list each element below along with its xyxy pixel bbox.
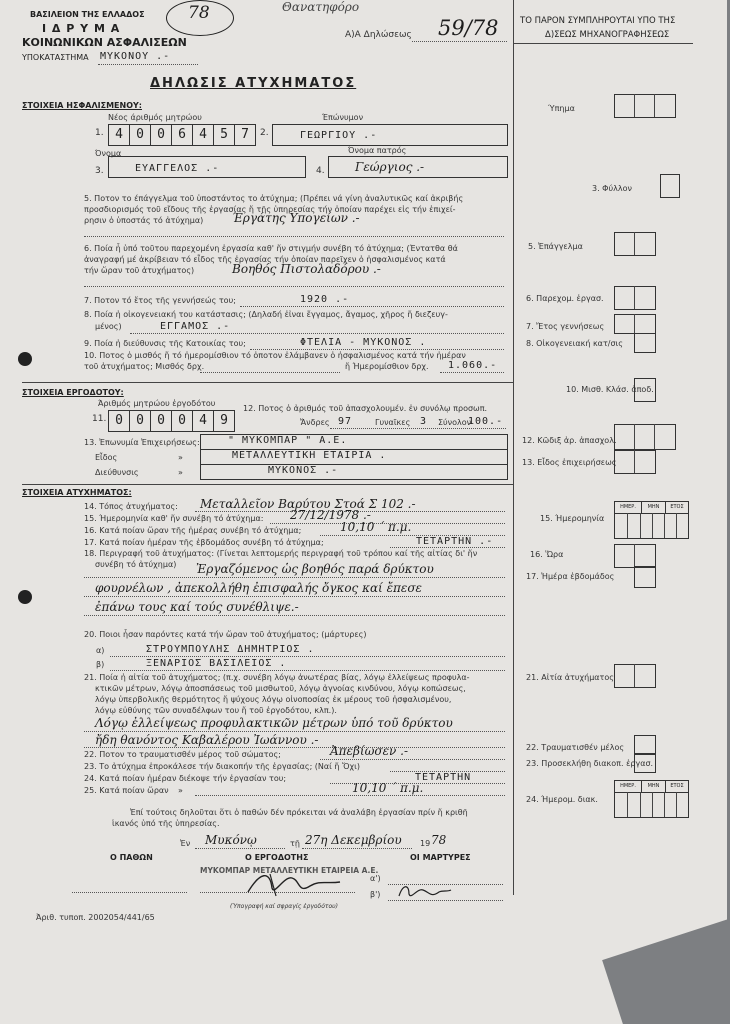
company-name-value: " ΜΥΚΟΜΠΑΡ " Α.Ε. <box>228 435 348 446</box>
f21-label-line1: 21. Ποία ἡ αἰτία τοῦ ἀτυχήματος; (π.χ. συνέβη λόγῳ ἀνωτέρας βίας, λόγῳ ἐλλείψεως προφυλα- <box>84 673 470 682</box>
f15-label: 15. Ήμερομηνία καθ' ἥν συνέβη τό ἀτύχημα: <box>84 514 264 523</box>
declaration-line1: Ἐπί τούτοις δηλοῦται ὅτι ὁ παθών δέν πρόκειται νά ἀναλάβη ἐργασίαν πρίν ἤ κριθῆ <box>130 808 468 817</box>
f21-cause-1: Λόγῳ ἐλλείψεως προφυλακτικῶν μέτρων ὑπό τοῦ δρύκτου <box>95 716 453 730</box>
digit-cell: 4 <box>192 124 214 146</box>
place-prefix: Ἐν <box>180 839 191 848</box>
witness-b-sign-label: β') <box>370 890 381 899</box>
sidebar-s7: 7. Ἔτος γεννήσεως <box>526 322 605 331</box>
f24-weekday-value: ΤΕΤΑΡΤΗΝ <box>415 772 472 783</box>
digit-cell: 0 <box>150 410 172 432</box>
f5-label-line1: 5. Ποτον το έπάγγελμα τοῦ ὑποστάντος το ἀτύχημα; (Πρέπει νά γίνη ἀναλυτικῶς καί ἀκριβής <box>84 194 464 203</box>
women-label: Γυναῖκες <box>375 418 411 427</box>
surname-value: ΓΕΩΡΓΙΟΥ .- <box>300 130 378 141</box>
sidebar-s24: 24. Ήμερομ. διακ. <box>526 795 598 804</box>
declaration-number-value: 59/78 <box>438 16 499 40</box>
f7-birth-year-value: 1920 .- <box>300 294 350 305</box>
employer-signature <box>240 866 350 900</box>
signature-caption: (Ὑπογραφή καί σφραγίς ἐργοδότου) <box>230 903 338 910</box>
witness-b-mark: β) <box>96 660 105 669</box>
f18-description-3: ἐπάνω τους καί τούς συνέθλιψε.- <box>95 600 299 614</box>
f1-label: Νέος άριθμός μητρώου <box>108 113 202 122</box>
f18-description-1: Ἐργαζόμενος ὡς βοηθός παρά δρύκτου <box>196 562 434 576</box>
f12-label: 12. Ποτος ὁ ἀριθμός τοῦ ἀπασχολουμέν. ἐν συνόλῳ προσωπ. <box>243 404 488 413</box>
f6-work-value: Βοηθός Πιστολαδόρου .- <box>232 262 381 276</box>
address-label: Διεύθυνσις <box>95 468 139 477</box>
f10-wage-value: 1.060.- <box>448 360 498 371</box>
date-value: 27η Δεκεμβρίου <box>305 833 402 847</box>
f4-label: Όνομα πατρός <box>348 146 407 155</box>
sidebar-s13: 13. Εἶδος ἐπιχειρήσεως <box>522 458 617 467</box>
digit-cell: 6 <box>171 124 193 146</box>
f21-cause-2: ἤδη θανόντος Καβαλέρου Ἰωάννου .- <box>95 733 319 747</box>
f18-label-line2: συνέβη τό ἀτύχημα) <box>95 560 177 569</box>
branch-value: ΜΥΚΟΝΟΥ .- <box>100 51 171 62</box>
f7-label: 7. Ποτον τό ἔτος τῆς γεννήσεώς του; <box>84 296 236 305</box>
sidebar-s10: 10. Μισθ. Κλάσ. ἀποδ. <box>566 385 654 394</box>
section-accident: ΣΤΟΙΧΕΙΑ ΑΤΥΧΗΜΑΤΟΣ: <box>22 488 132 497</box>
f14-label: 14. Τόπος ἀτυχήματος: <box>84 502 178 511</box>
punch-hole <box>18 352 32 366</box>
date-head-day: ΗΜΕΡ. <box>614 501 642 514</box>
total-label: Σύνολον <box>438 418 472 427</box>
date-head-year-2: ΕΤΟΣ <box>665 780 689 793</box>
witness-a-value: ΣΤΡΟΥΜΠΟΥΛΗΣ ΔΗΜΗΤΡΙΟΣ . <box>146 644 315 655</box>
f23-label: 23. Το ἀτύχημα ἐπροκάλεσε τήν διακοπήν τῆς ἐργασίας; (Ναί ἤ Ὄχι) <box>84 762 361 771</box>
f24-label: 24. Κατά ποίαν ἡμέραν διέκοψε τήν ἐργασίαν του; <box>84 774 287 783</box>
f18-description-2: φουρνέλων , ἀπεκολλήθη ἐπισφαλής ὄγκος καί ἔπεσε <box>95 581 422 595</box>
section-employer: ΣΤΟΙΧΕΙΑ ΕΡΓΟΔΟΤΟΥ: <box>22 388 124 397</box>
f9-label: 9. Ποία ἡ διεύθυνσις τῆς Κατοικίας του; <box>84 339 246 348</box>
form-sheet: ΒΑΣΙΛΕΙΟΝ ΤΗΣ ΕΛΛΑΔΟΣ Ι Δ Ρ Υ Μ Α ΚΟΙΝΩΝΙΚΩΝ ΑΣΦΑΛΙΣΕΩΝ ΥΠΟΚΑΤΑΣΤΗΜΑ ΜΥΚΟΝΟΥ .- 78 Θανατηφόρο Α)Α Δηλώσεως 59/78 ΔΗΛΩΣΙΣ ΑΤΥΧΗΜΑΤΟΣ ΤΟ ΠΑΡΟΝ ΣΥΜΠΛΗΡΟΥΤΑΙ ΥΠΟ ΤΗΣ Δ)ΣΕΩΣ ΜΗΧΑΝΟΓΡΑΦΗΣΕΩΣ ΣΤΟΙΧΕΙΑ ΗΣΦΑΛΙΣΜΕΝΟΥ: Νέος άριθμός μητρώου 1. 4 0 0 6 4 5 7 2. Έπώνυμον ΓΕΩΡΓΙΟΥ .- Όνομα 3. ΕΥΑΓΓΕΛΟΣ .- 4. Όνομα πατρός Γεώργιος .- 5. Ποτον το έπάγγελμα τοῦ ὑποστάντος το ἀτύχημα; (Πρέπει νά γίνη ἀναλυτικῶς καί ἀκριβής προσδιορισμός τοῦ εἴδους τῆς ἐργασίας ἤ τῆς ὑπηρεσίας τήν ὁποίαν παρέχει εἰς τήν ἐπιχεί- ρησιν ὁ ὑποστάς τό ἀτύχημα) Έργάτης Υπογείων .- 6. Ποία ἦ ὑπό τοῦτου παρεχομένη ἐργασία καθ' ἥν στιγμήν συνέβη τό ἀτύχημα; (Έντατθα θά ἀναγραφή μέ ἀκρίβειαν τό εἶδος τῆς ἐργασίας τήν ὁποίαν παρεῖχεν ὁ ἠσφαλισμένος κατά τήν ὥραν τοῦ ἀτυχήματος) Βοηθός Πιστολαδόρου .- 7. Ποτον τό ἔτος τῆς γεννήσεώς του; 1920 .- 8. Ποία ἡ οἰκογενειακή του κατάστασις; (Δηλαδή ἐἰναι ἔγγαμος, ἄγαμος, χῆρος ἤ διεζευγ- μένος) ΕΓΓΑΜΟΣ .- 9. Ποία ἡ διεύθυνσις τῆς Κατοικίας του; ΦΤΕΛΙΑ - ΜΥΚΟΝΟΣ . 10. Ποτος ὁ μισθός ἤ τό ἡμερομίσθιον τό ὁποτον ἐλάμβανεν ὁ ἠσφαλισμένος κατά τήν ἡμέραν τοῦ ἀτυχήματος; Μισθός δρχ. ἤ Ήμερομίσθιον δρχ. 1.060.- ΣΤΟΙΧΕΙΑ ΕΡΓΟΔΟΤΟΥ: Άριθμός μητρώου ἐργοδότου 11. 0 0 0 0 4 9 12. Ποτος ὁ ἀριθμός τοῦ ἀπασχολουμέν. ἐν συνόλῳ προσωπ. Ἄνδρες 97 Γυναῖκες 3 Σύνολον 100.- 13. Ἐπωνυμία Ἐπιχειρήσεως: " ΜΥΚΟΜΠΑΡ " Α.Ε. Εἶδος » ΜΕΤΑΛΛΕΥΤΙΚΗ ΕΤΑΙΡΙΑ . Διεύθυνσις » ΜΥΚΟΝΟΣ .- ΣΤΟΙΧΕΙΑ ΑΤΥΧΗΜΑΤΟΣ: 14. Τόπος ἀτυχήματος: Μεταλλεῖον Βαρύτου Στοά Σ 102 .- 15. Ήμερομηνία καθ' ἥν συνέβη τό ἀτύχημα: 27/12/1978 .- 16. Κατά ποίαν ὥραν τῆς ἡμέρας συνέβη τό ἀτύχημα; 10,10 ΄ π.μ. 17. Κατά ποίαν ἡμέραν τῆς ἑβδομάδος συνέβη τό ἀτύχημα; ΤΕΤΑΡΤΗΝ .- 18. Περιγραφή τοῦ ἀτυχήματος: (Γίνεται λεπτομερής περιγραφή τοῦ τρόπου καί τῆς αἰτίας δι' ἥν συνέβη τό ἀτύχημα) Ἐργαζόμενος ὡς βοηθός παρά δρύκτου φουρνέλων , ἀπεκολλήθη ἐπισφαλής ὄγκος καί ἔπεσε ἐπάνω τους καί τούς συνέθλιψε.- 20. Ποιοι ἦσαν παρόντες κατά τήν ὥραν τοῦ ἀτυχήματος; (μάρτυρες) α) ΣΤΡΟΥΜΠΟΥΛΗΣ ΔΗΜΗΤΡΙΟΣ . β) ΞΕΝΑΡΙΟΣ ΒΑΣΙΛΕΙΟΣ . 21. Ποία ἡ αἰτία τοῦ ἀτυχήματος; (π.χ. συνέβη λόγῳ ἀνωτέρας βίας, λόγῳ ἐλλείψεως προφυλα- κτικῶν μέτρων, λόγῳ ἀποσπάσεως τοῦ μισθωτοῦ, λόγῳ ἀγνοίας κινδύνου, λόγῳ κοπώσεως, λόγῳ ὑπερβολικῆς θερμότητος ἤ ψύχους λόγῳ οἰνοποσίας ἐκ μέρους τοῦ ἠσφαλισμένου, λόγῳ εὐθύνης τῶν συναδέλφων του ἤ τοῦ ἐργοδότου, κλπ.). Λόγῳ ἐλλείψεως προφυλακτικῶν μέτρων ὑπό τοῦ δρύκτου ἤδη θανόντος Καβαλέρου Ἰωάννου .- 22. Ποτον το τραυματισθέν μέρος τοῦ σώματος; Ἀπεβίωσεν .- 23. Το ἀτύχημα ἐπροκάλεσε τήν διακοπήν τῆς ἐργασίας; (Ναί ἤ Ὄχι) 24. Κατά ποίαν ἡμέραν διέκοψε τήν ἐργασίαν του; ΤΕΤΑΡΤΗΝ 25. Κατά ποίαν ὥραν » 10,10 ΄ π.μ. Ἐπί τούτοις δηλοῦται ὅτι ὁ παθών δέν πρόκειται νά ἀναλάβη ἐργασίαν πρίν ἤ κριθῆ ἱκανός ὑπό τῆς ὑπηρεσίας. Ἐν Μυκόνῳ τῇ 27η Δεκεμβρίου 19 78 Ο ΠΑΘΩΝ Ο ΕΡΓΟΔΟΤΗΣ ΟΙ ΜΑΡΤΥΡΕΣ ΜΥΚΟΜΠΑΡ ΜΕΤΑΛΛΕΥΤΙΚΗ ΕΤΑΙΡΕΙΑ Α.Ε. α') β') (Ὑπογραφή καί σφραγίς ἐργοδότου) Ἀριθ. τυποπ. 2002054/441/65 Ύπημα 3. Φύλλον 5. Ἐπάγγελμα 6. Παρεχομ. ἐργασ. 7. Ἔτος γεννήσεως 8. Οἰκογενειακή κατ/σις 10. Μισθ. Κλάσ. ἀποδ. 12. Κῶδιξ ἀρ. ἀπασχολ. 13. Εἶδος ἐπιχειρήσεως 15. Ήμερομηνία ΗΜΕΡ. ΜΗΝ ΕΤΟΣ 16. Ὥρα 17. Ἡμέρα ἑβδομάδος 21. Αἰτία ἀτυχήματος 22. Τραυματισθέν μέλος 23. Προσεκλήθη διακοπ. ἐργασ. 24. Ήμερομ. διακ. ΗΜΕΡ. ΜΗΝ ΕΤΟΣ <box>0 0 727 1024</box>
f10-daily-label: ἤ Ήμερομίσθιον δρχ. <box>345 362 429 371</box>
f9-address-value: ΦΤΕΛΙΑ - ΜΥΚΟΝΟΣ . <box>300 337 427 348</box>
f6-label-line1: 6. Ποία ἦ ὑπό τοῦτου παρεχομένη ἐργασία καθ' ἥν στιγμήν συνέβη τό ἀτύχημα; (Έντατθα θά <box>84 244 458 253</box>
men-label: Ἄνδρες <box>300 418 330 427</box>
form-title: ΔΗΛΩΣΙΣ ΑΤΥΧΗΜΑΤΟΣ <box>150 76 357 91</box>
f22-injury-value: Ἀπεβίωσεν .- <box>330 744 409 758</box>
victim-label: Ο ΠΑΘΩΝ <box>110 853 153 862</box>
column-divider <box>513 0 514 895</box>
f21-label-line2: κτικῶν μέτρων, λόγῳ ἀποσπάσεως τοῦ μισθωτοῦ, λόγῳ ἀγνοίας κινδύνου, λόγῳ κοπώσεως, <box>95 684 466 693</box>
company-kind-value: ΜΕΤΑΛΛΕΥΤΙΚΗ ΕΤΑΙΡΙΑ . <box>232 450 387 461</box>
witness-b-value: ΞΕΝΑΡΙΟΣ ΒΑΣΙΛΕΙΟΣ . <box>146 658 287 669</box>
company-address-value: ΜΥΚΟΝΟΣ .- <box>268 465 339 476</box>
sidebar-s12: 12. Κῶδιξ ἀρ. ἀπασχολ. <box>522 436 617 445</box>
org-line-1: ΒΑΣΙΛΕΙΟΝ ΤΗΣ ΕΛΛΑΔΟΣ <box>30 10 145 19</box>
father-name-value: Γεώργιος .- <box>355 160 425 174</box>
kind-label: Εἶδος <box>95 453 118 462</box>
f8-label-line2: μένος) <box>95 322 122 331</box>
witnesses-label: ΟΙ ΜΑΡΤΥΡΕΣ <box>410 853 471 862</box>
f13-label: 13. Ἐπωνυμία Ἐπιχειρήσεως: <box>84 438 200 447</box>
f25-label: 25. Κατά ποίαν ὥραν <box>84 786 169 795</box>
f17-label: 17. Κατά ποίαν ἡμέραν τῆς ἑβδομάδος συνέβη τό ἀτύχημα; <box>84 538 324 547</box>
sidebar-fyllon: 3. Φύλλον <box>592 184 632 193</box>
branch-label: ΥΠΟΚΑΤΑΣΤΗΜΑ <box>22 53 89 62</box>
women-value: 3 <box>420 416 428 427</box>
sidebar-s23: 23. Προσεκλήθη διακοπ. ἐργασ. <box>526 759 654 768</box>
org-line-2: Ι Δ Ρ Υ Μ Α <box>42 22 121 35</box>
sidebar-title-1: ΤΟ ΠΑΡΟΝ ΣΥΜΠΛΗΡΟΥΤΑΙ ΥΠΟ ΤΗΣ <box>520 16 676 26</box>
date-prefix: τῇ <box>290 839 300 848</box>
f10-label-line2: τοῦ ἀτυχήματος; Μισθός δρχ. <box>84 362 205 371</box>
year-prefix: 19 <box>420 839 431 848</box>
f17-weekday-value: ΤΕΤΑΡΤΗΝ .- <box>416 536 494 547</box>
year-value: 78 <box>431 833 447 847</box>
digit-cell: 4 <box>108 124 130 146</box>
f5-label-line2: προσδιορισμός τοῦ εἴδους τῆς ἐργασίας ἤ τῆς ὑπηρεσίας τήν ὁποίαν παρέχει εἰς τήν ἐπιχεί- <box>84 205 456 214</box>
sidebar-s17: 17. Ἡμέρα ἑβδομάδος <box>526 572 615 581</box>
digit-cell: 0 <box>129 410 151 432</box>
date-head-month: ΜΗΝ <box>641 501 666 514</box>
sidebar-s8: 8. Οἰκογενειακή κατ/σις <box>526 339 623 348</box>
declaration-number-label: Α)Α Δηλώσεως <box>345 30 412 40</box>
f6-label-line3: τήν ὥραν τοῦ ἀτυχήματος) <box>84 266 195 275</box>
date-head-year: ΕΤΟΣ <box>665 501 689 514</box>
sidebar-title-2: Δ)ΣΕΩΣ ΜΗΧΑΝΟΓΡΑΦΗΣΕΩΣ <box>545 30 670 40</box>
sidebar-s6: 6. Παρεχομ. ἐργασ. <box>526 294 604 303</box>
digit-cell: 0 <box>171 410 193 432</box>
f21-label-line3: λόγῳ ὑπερβολικῆς θερμότητος ἤ ψύχους λόγῳ οἰνοποσίας ἐκ μέρους τοῦ ἠσφαλισμένου, <box>95 695 452 704</box>
witness-a-mark: α) <box>96 646 105 655</box>
f22-label: 22. Ποτον το τραυματισθέν μέρος τοῦ σώματος; <box>84 750 281 759</box>
sidebar-s21: 21. Αἰτία ἀτυχήματος <box>526 673 614 682</box>
digit-cell: 9 <box>213 410 235 432</box>
f8-marital-value: ΕΓΓΑΜΟΣ .- <box>160 321 231 332</box>
print-permit: Ἀριθ. τυποπ. 2002054/441/65 <box>36 913 155 922</box>
circled-number: 78 <box>188 3 210 23</box>
f3-label: Όνομα <box>95 149 122 158</box>
f11-label: Άριθμός μητρώου ἐργοδότου <box>98 399 216 408</box>
f2-label: Έπώνυμον <box>322 113 364 122</box>
employer-label: Ο ΕΡΓΟΔΟΤΗΣ <box>245 853 309 862</box>
f16-label: 16. Κατά ποίαν ὥραν τῆς ἡμέρας συνέβη τό ἀτύχημα; <box>84 526 302 535</box>
sidebar-s5: 5. Ἐπάγγελμα <box>528 242 583 251</box>
digit-cell: 4 <box>192 410 214 432</box>
witness-signature <box>395 880 455 902</box>
org-line-3: ΚΟΙΝΩΝΙΚΩΝ ΑΣΦΑΛΙΣΕΩΝ <box>22 36 187 49</box>
f18-label-line1: 18. Περιγραφή τοῦ ἀτυχήματος: (Γίνεται λεπτομερής περιγραφή τοῦ τρόπου καί τῆς αἰτίας δι' ἥν <box>84 549 478 558</box>
f15-date-value: 27/12/1978 .- <box>290 508 371 522</box>
men-value: 97 <box>338 416 353 427</box>
f8-label-line1: 8. Ποία ἡ οἰκογενειακή του κατάστασις; (Δηλαδή ἐἰναι ἔγγαμος, ἄγαμος, χῆρος ἤ διεζευγ- <box>84 310 448 319</box>
sidebar-s22: 22. Τραυματισθέν μέλος <box>526 743 625 752</box>
digit-cell: 0 <box>108 410 130 432</box>
place-value: Μυκόνῳ <box>205 833 257 847</box>
sidebar-s15: 15. Ήμερομηνία <box>540 514 605 523</box>
date-head-month-2: ΜΗΝ <box>641 780 666 793</box>
f5-label-line3: ρησιν ὁ ὑποστάς τό ἀτύχημα) <box>84 216 204 225</box>
first-name-value: ΕΥΑΓΓΕΛΟΣ .- <box>135 163 220 174</box>
witness-a-sign-label: α') <box>370 874 381 883</box>
f6-label-line2: ἀναγραφή μέ ἀκρίβειαν τό εἶδος τῆς ἐργασίας τήν ὁποίαν παρεῖχεν ὁ ἠσφαλισμένος κατά <box>84 255 446 264</box>
total-value: 100.- <box>468 416 504 427</box>
f20-label: 20. Ποιοι ἦσαν παρόντες κατά τήν ὥραν τοῦ ἀτυχήματος; (μάρτυρες) <box>84 630 367 639</box>
date-head-day-2: ΗΜΕΡ. <box>614 780 642 793</box>
digit-cell: 7 <box>234 124 256 146</box>
f25-time-value: 10,10 ΄ π.μ. <box>352 781 424 795</box>
f10-label-line1: 10. Ποτος ὁ μισθός ἤ τό ἡμερομίσθιον τό ὁποτον ἐλάμβανεν ὁ ἠσφαλισμένος κατά τήν ἡμέραν <box>84 351 466 360</box>
digit-cell: 5 <box>213 124 235 146</box>
digit-cell: 0 <box>129 124 151 146</box>
section-insured: ΣΤΟΙΧΕΙΑ ΗΣΦΑΛΙΣΜΕΝΟΥ: <box>22 101 142 110</box>
company-stamp: ΜΥΚΟΜΠΑΡ ΜΕΤΑΛΛΕΥΤΙΚΗ ΕΤΑΙΡΕΙΑ Α.Ε. <box>200 866 379 875</box>
f14-place-value: Μεταλλεῖον Βαρύτου Στοά Σ 102 .- <box>200 497 416 511</box>
f21-label-line4: λόγῳ εὐθύνης τῶν συναδέλφων του ἤ τοῦ ἐργοδότου, κλπ.). <box>95 706 337 715</box>
f16-time-value: 10,10 ΄ π.μ. <box>340 520 412 534</box>
f5-occupation-value: Έργάτης Υπογείων .- <box>232 211 360 225</box>
digit-cell: 0 <box>150 124 172 146</box>
punch-hole <box>18 590 32 604</box>
sidebar-ypima: Ύπημα <box>548 104 575 113</box>
sidebar-s16: 16. Ὥρα <box>530 550 564 559</box>
declaration-line2: ἱκανός ὑπό τῆς ὑπηρεσίας. <box>112 819 220 828</box>
handwritten-top-note: Θανατηφόρο <box>282 0 360 14</box>
